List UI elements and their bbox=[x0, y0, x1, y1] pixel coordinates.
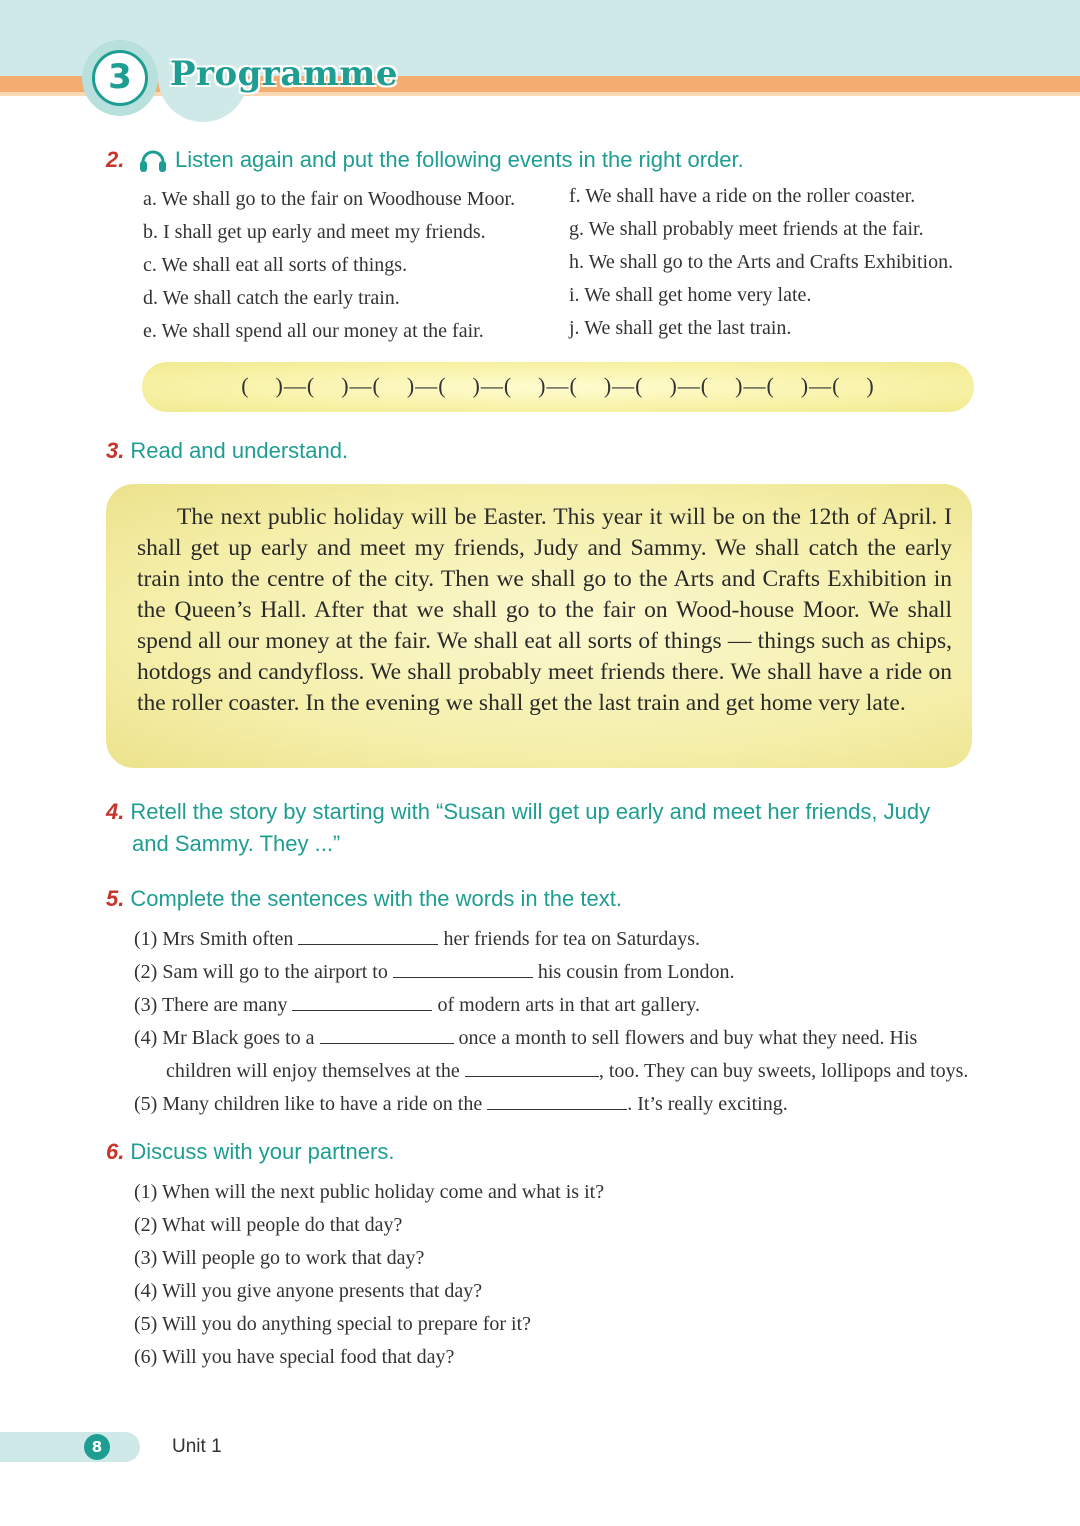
section-4-heading bbox=[106, 799, 1006, 825]
answer-blank-1[interactable] bbox=[298, 926, 438, 945]
fill-sentence-4-end: , too. They can buy sweets, lollipops and toys. bbox=[598, 1060, 969, 1082]
event-item-j: j. We shall get the last train. bbox=[569, 317, 792, 339]
section-3-title: Read and understand. bbox=[130, 438, 349, 463]
fill-sentence-5-end: . It’s really exciting. bbox=[627, 1093, 788, 1115]
discussion-question-3: (3) Will people go to work that day? bbox=[134, 1247, 425, 1269]
section-3-heading bbox=[106, 438, 348, 464]
event-item-i: i. We shall get home very late. bbox=[569, 284, 812, 306]
fill-sentence-5-start: (5) Many children like to have a ride on the bbox=[134, 1093, 483, 1115]
fill-sentence-5 bbox=[134, 1091, 788, 1116]
discussion-question-4: (4) Will you give anyone presents that day? bbox=[134, 1280, 483, 1302]
fill-sentence-1-end: her friends for tea on Saturdays. bbox=[443, 928, 701, 950]
headphones-icon bbox=[138, 146, 168, 174]
section-6-number: 6. bbox=[106, 1139, 125, 1164]
fill-sentence-4-middle: once a month to sell flowers and buy what they need. His bbox=[458, 1027, 918, 1049]
page-title: Programme bbox=[170, 54, 398, 94]
fill-sentence-4-cont-start: children will enjoy themselves at the bbox=[166, 1060, 460, 1082]
fill-sentence-1 bbox=[134, 926, 700, 951]
fill-sentence-3-start: (3) There are many bbox=[134, 994, 288, 1016]
event-item-h: h. We shall go to the Arts and Crafts Exhibition. bbox=[569, 251, 954, 273]
fill-sentence-2-start: (2) Sam will go to the airport to bbox=[134, 961, 388, 983]
answer-blank-2[interactable] bbox=[393, 959, 533, 978]
unit-label: Unit 1 bbox=[172, 1436, 222, 1457]
answer-blank-4a[interactable] bbox=[320, 1025, 454, 1044]
event-item-g: g. We shall probably meet friends at the fair. bbox=[569, 218, 924, 240]
section-5-title: Complete the sentences with the words in the text. bbox=[130, 886, 622, 911]
fill-sentence-4-cont bbox=[166, 1058, 968, 1083]
order-answer-slots[interactable]: ( )—( )—( )—( )—( )—( )—( )—( )—( )—( ) bbox=[241, 373, 875, 398]
discussion-question-2: (2) What will people do that day? bbox=[134, 1214, 403, 1236]
event-item-a: a. We shall go to the fair on Woodhouse Moor. bbox=[143, 188, 516, 210]
section-6-title: Discuss with your partners. bbox=[130, 1139, 395, 1164]
page-number: 8 bbox=[84, 1434, 110, 1460]
fill-sentence-3-end: of modern arts in that art gallery. bbox=[437, 994, 700, 1016]
fill-sentence-4-start: (4) Mr Black goes to a bbox=[134, 1027, 315, 1049]
section-4-title-line-2: and Sammy. They ...” bbox=[132, 831, 341, 856]
fill-sentence-1-start: (1) Mrs Smith often bbox=[134, 928, 294, 950]
event-item-d: d. We shall catch the early train. bbox=[143, 287, 400, 309]
section-2-number: 2. bbox=[106, 147, 125, 172]
answer-blank-4b[interactable] bbox=[465, 1058, 599, 1077]
section-number-badge: 3 bbox=[92, 50, 148, 106]
discussion-question-5: (5) Will you do anything special to prepare for it? bbox=[134, 1313, 532, 1335]
section-2-heading bbox=[106, 147, 124, 173]
section-3-number: 3. bbox=[106, 438, 125, 463]
event-item-b: b. I shall get up early and meet my friends. bbox=[143, 221, 486, 243]
reading-passage: The next public holiday will be Easter. This year it will be on the 12th of April. I shall get up early and meet my friends, Judy and Sammy. We shall catch the early train into the centre of the city. Then we shall go to the Arts and Crafts Exhibition in the Queen’s Hall. After that we shall go to the fair on Wood-house Moor. We shall spend all our money at the fair. We shall eat all sorts of things — things such as chips, hotdogs and candyfloss. We shall probably meet friends there. We shall have a ride on the roller coaster. In the evening we shall get the last train and get home very late. bbox=[137, 504, 952, 716]
fill-sentence-4 bbox=[134, 1025, 917, 1050]
footer-tab bbox=[0, 1432, 140, 1462]
discussion-question-1: (1) When will the next public holiday come and what is it? bbox=[134, 1181, 605, 1203]
discussion-question-6: (6) Will you have special food that day? bbox=[134, 1346, 455, 1368]
event-item-f: f. We shall have a ride on the roller coaster. bbox=[569, 185, 916, 207]
section-2-title: Listen again and put the following events in the right order. bbox=[175, 147, 744, 172]
section-6-heading bbox=[106, 1139, 394, 1165]
section-4-title-line-1: Retell the story by starting with “Susan will get up early and meet her friends, Judy bbox=[130, 799, 931, 824]
answer-blank-3[interactable] bbox=[292, 992, 432, 1011]
fill-sentence-2-end: his cousin from London. bbox=[537, 961, 735, 983]
event-item-e: e. We shall spend all our money at the fair. bbox=[143, 320, 484, 342]
section-5-number: 5. bbox=[106, 886, 125, 911]
section-5-heading bbox=[106, 886, 622, 912]
section-4-number: 4. bbox=[106, 799, 125, 824]
event-item-c: c. We shall eat all sorts of things. bbox=[143, 254, 408, 276]
fill-sentence-3 bbox=[134, 992, 700, 1017]
fill-sentence-2 bbox=[134, 959, 735, 984]
answer-blank-5[interactable] bbox=[487, 1091, 627, 1110]
